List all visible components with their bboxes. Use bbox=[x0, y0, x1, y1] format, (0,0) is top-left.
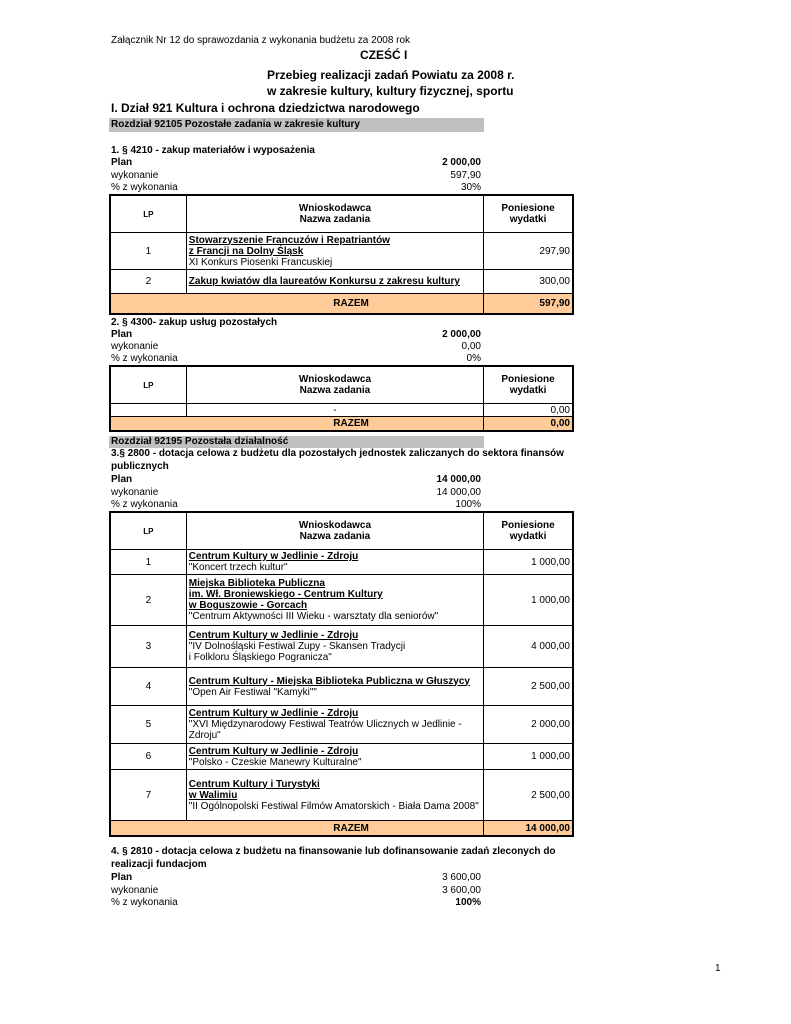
applicant-label: Wnioskodawca bbox=[298, 203, 372, 214]
s4-procent-label: % z wykonania bbox=[111, 897, 178, 908]
task-name: "XVI Międzynarodowy Festiwal Teatrów Ulicznych w Jedlinie - bbox=[188, 719, 462, 730]
task-name-label: Nazwa zadania bbox=[299, 214, 371, 225]
applicant-label: Wnioskodawca bbox=[298, 374, 372, 385]
s3-plan-value: 14 000,00 bbox=[436, 474, 481, 485]
task-name: XI Konkurs Piosenki Francuskiej bbox=[188, 256, 333, 268]
total-label: RAZEM bbox=[111, 417, 484, 431]
total-row bbox=[111, 294, 573, 314]
task-name: "IV Dolnośląski Festiwal Zupy - Skansen Tradycji bbox=[188, 641, 406, 652]
applicant-header bbox=[186, 513, 483, 550]
s2-procent-label: % z wykonania bbox=[111, 353, 178, 364]
part-title: CZEŚĆ I bbox=[360, 48, 408, 62]
applicant-name: Centrum Kultury - Miejska Biblioteka Publiczna w Głuszycy bbox=[188, 675, 470, 687]
s1-plan-label: Plan bbox=[111, 157, 133, 168]
rozdzial-92195-bar: Rozdział 92195 Pozostała działalność bbox=[109, 436, 484, 448]
applicant-name: Zakup kwiatów dla laureatów Konkursu z zakresu kultury bbox=[188, 276, 460, 287]
s3-title-line2: publicznych bbox=[111, 461, 169, 472]
report-title-line1: Przebieg realizacji zadań Powiatu za 2008 r. bbox=[267, 68, 515, 82]
s3-wykonanie-value: 14 000,00 bbox=[436, 487, 481, 498]
row-description bbox=[186, 550, 483, 575]
row-amount: 1 000,00 bbox=[484, 575, 573, 626]
row-description bbox=[186, 270, 483, 294]
s2-table bbox=[110, 366, 573, 431]
row-lp: 2 bbox=[111, 575, 187, 626]
s2-plan-value: 2 000,00 bbox=[442, 329, 481, 340]
section-title: I. Dział 921 Kultura i ochrona dziedzictwa narodowego bbox=[111, 101, 420, 115]
row-lp: 4 bbox=[111, 668, 187, 706]
applicant-label: Wnioskodawca bbox=[298, 520, 372, 531]
total-amount: 14 000,00 bbox=[484, 821, 573, 836]
s4-plan-value: 3 600,00 bbox=[442, 872, 481, 883]
row-amount: 4 000,00 bbox=[484, 626, 573, 668]
incurred-label: Poniesione bbox=[501, 203, 555, 214]
row-lp bbox=[111, 404, 187, 417]
total-row bbox=[111, 417, 573, 431]
incurred-label: Poniesione bbox=[501, 374, 555, 385]
total-amount: 597,90 bbox=[484, 294, 573, 314]
row-lp: 1 bbox=[111, 233, 187, 270]
row-lp: 1 bbox=[111, 550, 187, 575]
applicant-name: im. Wł. Broniewskiego - Centrum Kultury bbox=[188, 589, 383, 600]
row-description bbox=[186, 233, 483, 270]
table-row bbox=[111, 575, 573, 626]
applicant-name: Centrum Kultury w Jedlinie - Zdroju bbox=[188, 708, 359, 719]
s1-title: 1. § 4210 - zakup materiałów i wyposażenia bbox=[111, 145, 315, 156]
table-row bbox=[111, 270, 573, 294]
expenses-header bbox=[484, 513, 573, 550]
table-row bbox=[111, 626, 573, 668]
row-lp: 7 bbox=[111, 770, 187, 821]
table-row bbox=[111, 744, 573, 770]
table-header-row bbox=[111, 196, 573, 233]
s4-plan-label: Plan bbox=[111, 872, 133, 883]
applicant-name: Centrum Kultury i Turystyki bbox=[188, 778, 320, 790]
table-header-row bbox=[111, 367, 573, 404]
s1-procent-value: 30% bbox=[460, 182, 481, 193]
expenses-label: wydatki bbox=[509, 214, 547, 225]
row-description: - bbox=[186, 404, 483, 417]
row-lp: 5 bbox=[111, 706, 187, 744]
applicant-name: z Francji na Dolny Śląsk bbox=[188, 245, 304, 257]
applicant-name: Centrum Kultury w Jedlinie - Zdroju bbox=[188, 551, 359, 562]
expenses-label: wydatki bbox=[509, 385, 547, 396]
applicant-name: Centrum Kultury w Jedlinie - Zdroju bbox=[188, 745, 359, 757]
s2-title: 2. § 4300- zakup usług pozostałych bbox=[111, 317, 278, 328]
s4-procent-value: 100% bbox=[455, 897, 481, 908]
task-name: i Folkloru Śląskiego Pogranicza" bbox=[188, 652, 332, 663]
s3-title-line1: 3.§ 2800 - dotacja celowa z budżetu dla pozostałych jednostek zaliczanych do sektora finansów bbox=[111, 448, 564, 459]
table-row bbox=[111, 706, 573, 744]
s2-plan-label: Plan bbox=[111, 329, 133, 340]
row-amount: 2 500,00 bbox=[484, 770, 573, 821]
lp-header: LP bbox=[111, 513, 187, 550]
total-label: RAZEM bbox=[111, 821, 484, 836]
s3-wykonanie-label: wykonanie bbox=[111, 487, 159, 498]
s3-plan-label: Plan bbox=[111, 474, 133, 485]
s1-wykonanie-label: wykonanie bbox=[111, 170, 159, 181]
applicant-header bbox=[186, 367, 483, 404]
s3-procent-label: % z wykonania bbox=[111, 499, 178, 510]
expenses-header bbox=[484, 367, 573, 404]
table-row bbox=[111, 233, 573, 270]
total-row bbox=[111, 821, 573, 836]
s2-wykonanie-label: wykonanie bbox=[111, 341, 159, 352]
task-name-label: Nazwa zadania bbox=[299, 385, 371, 396]
expenses-label: wydatki bbox=[509, 531, 547, 542]
attachment-note: Załącznik Nr 12 do sprawozdania z wykonania budżetu za 2008 rok bbox=[111, 35, 411, 46]
row-description bbox=[186, 575, 483, 626]
incurred-label: Poniesione bbox=[501, 520, 555, 531]
s4-wykonanie-label: wykonanie bbox=[111, 885, 159, 896]
report-title-line2: w zakresie kultury, kultury fizycznej, sportu bbox=[267, 84, 514, 98]
applicant-name: Miejska Biblioteka Publiczna bbox=[188, 578, 325, 589]
s2-wykonanie-value: 0,00 bbox=[461, 341, 481, 352]
applicant-name: w Boguszowie - Gorcach bbox=[188, 600, 308, 611]
row-description bbox=[186, 770, 483, 821]
row-amount: 2 500,00 bbox=[484, 668, 573, 706]
task-name: "Polsko - Czeskie Manewry Kulturalne" bbox=[188, 756, 362, 768]
row-description bbox=[186, 668, 483, 706]
total-amount: 0,00 bbox=[484, 417, 573, 431]
task-name: "Centrum Aktywności III Wieku - warsztaty dla seniorów" bbox=[188, 611, 439, 622]
s3-table bbox=[110, 512, 573, 836]
table-header-row bbox=[111, 513, 573, 550]
s1-plan-value: 2 000,00 bbox=[442, 157, 481, 168]
s1-table bbox=[110, 195, 573, 314]
s4-wykonanie-value: 3 600,00 bbox=[442, 885, 481, 896]
table-row bbox=[111, 770, 573, 821]
s1-procent-label: % z wykonania bbox=[111, 182, 178, 193]
page-number: 1 bbox=[715, 963, 721, 974]
row-description bbox=[186, 626, 483, 668]
total-label: RAZEM bbox=[111, 294, 484, 314]
table-row bbox=[111, 668, 573, 706]
s4-title-line2: realizacji fundacjom bbox=[111, 859, 207, 870]
row-amount: 0,00 bbox=[484, 404, 573, 417]
s2-procent-value: 0% bbox=[466, 353, 481, 364]
s4-title-line1: 4. § 2810 - dotacja celowa z budżetu na finansowanie lub dofinansowanie zadań zleconych do bbox=[111, 846, 556, 857]
expenses-header bbox=[484, 196, 573, 233]
applicant-name: Centrum Kultury w Jedlinie - Zdroju bbox=[188, 630, 359, 641]
task-name: "Koncert trzech kultur" bbox=[188, 562, 288, 573]
table-row bbox=[111, 404, 573, 417]
row-amount: 1 000,00 bbox=[484, 550, 573, 575]
row-lp: 2 bbox=[111, 270, 187, 294]
s1-wykonanie-value: 597,90 bbox=[450, 170, 481, 181]
row-amount: 297,90 bbox=[484, 233, 573, 270]
row-description bbox=[186, 706, 483, 744]
task-name: "II Ogólnopolski Festiwal Filmów Amatorskich - Biała Dama 2008" bbox=[188, 800, 479, 812]
applicant-header bbox=[186, 196, 483, 233]
s3-procent-value: 100% bbox=[455, 499, 481, 510]
applicant-name: Stowarzyszenie Francuzów i Repatriantów bbox=[188, 234, 390, 246]
lp-header: LP bbox=[111, 196, 187, 233]
row-lp: 6 bbox=[111, 744, 187, 770]
task-name-label: Nazwa zadania bbox=[299, 531, 371, 542]
row-description bbox=[186, 744, 483, 770]
applicant-name: w Walimiu bbox=[188, 789, 238, 801]
rozdzial-92105-bar: Rozdział 92105 Pozostałe zadania w zakresie kultury bbox=[109, 118, 484, 132]
table-row bbox=[111, 550, 573, 575]
task-name: Zdroju" bbox=[188, 730, 221, 741]
lp-header: LP bbox=[111, 367, 187, 404]
row-lp: 3 bbox=[111, 626, 187, 668]
row-amount: 300,00 bbox=[484, 270, 573, 294]
row-amount: 1 000,00 bbox=[484, 744, 573, 770]
row-amount: 2 000,00 bbox=[484, 706, 573, 744]
task-name: "Open Air Festiwal "Kamyki"" bbox=[188, 686, 317, 698]
